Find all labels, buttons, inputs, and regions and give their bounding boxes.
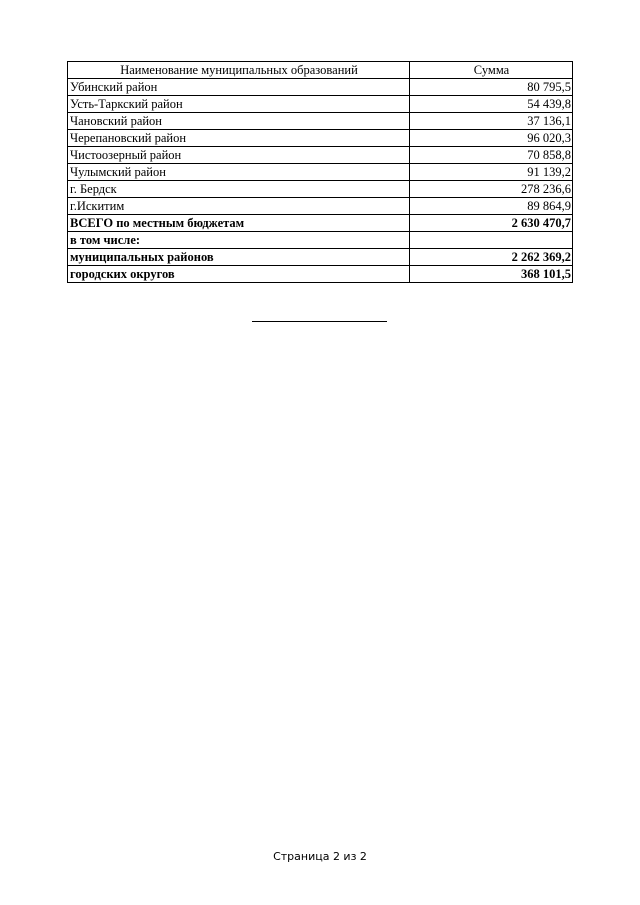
separator-line — [252, 321, 387, 322]
header-sum: Сумма — [410, 62, 573, 79]
row-sum: 80 795,5 — [410, 79, 573, 96]
row-sum: 278 236,6 — [410, 181, 573, 198]
districts-sum: 2 262 369,2 — [410, 249, 573, 266]
row-sum: 96 020,3 — [410, 130, 573, 147]
row-sum: 37 136,1 — [410, 113, 573, 130]
row-name: Убинский район — [68, 79, 410, 96]
total-label: ВСЕГО по местным бюджетам — [68, 215, 410, 232]
table-header-row — [68, 62, 573, 79]
including-row — [68, 232, 573, 249]
urban-row — [68, 266, 573, 283]
page-number: Страница 2 из 2 — [273, 850, 367, 863]
row-name: Чистоозерный район — [68, 147, 410, 164]
row-name: Усть-Таркский район — [68, 96, 410, 113]
including-sum — [410, 232, 573, 249]
districts-row — [68, 249, 573, 266]
budget-table — [67, 61, 573, 283]
table-row — [68, 130, 573, 147]
row-name: Чановский район — [68, 113, 410, 130]
table-row — [68, 96, 573, 113]
row-sum: 70 858,8 — [410, 147, 573, 164]
urban-sum: 368 101,5 — [410, 266, 573, 283]
total-sum: 2 630 470,7 — [410, 215, 573, 232]
row-name: Черепановский район — [68, 130, 410, 147]
table-row — [68, 198, 573, 215]
row-sum: 91 139,2 — [410, 164, 573, 181]
urban-label: городских округов — [68, 266, 410, 283]
total-row — [68, 215, 573, 232]
table-row — [68, 147, 573, 164]
row-sum: 54 439,8 — [410, 96, 573, 113]
table-row — [68, 181, 573, 198]
row-name: Чулымский район — [68, 164, 410, 181]
row-sum: 89 864,9 — [410, 198, 573, 215]
row-name: г. Бердск — [68, 181, 410, 198]
row-name: г.Искитим — [68, 198, 410, 215]
table-row — [68, 164, 573, 181]
table-row — [68, 113, 573, 130]
including-label: в том числе: — [68, 232, 410, 249]
table-row — [68, 79, 573, 96]
header-name: Наименование муниципальных образований — [68, 62, 410, 79]
districts-label: муниципальных районов — [68, 249, 410, 266]
